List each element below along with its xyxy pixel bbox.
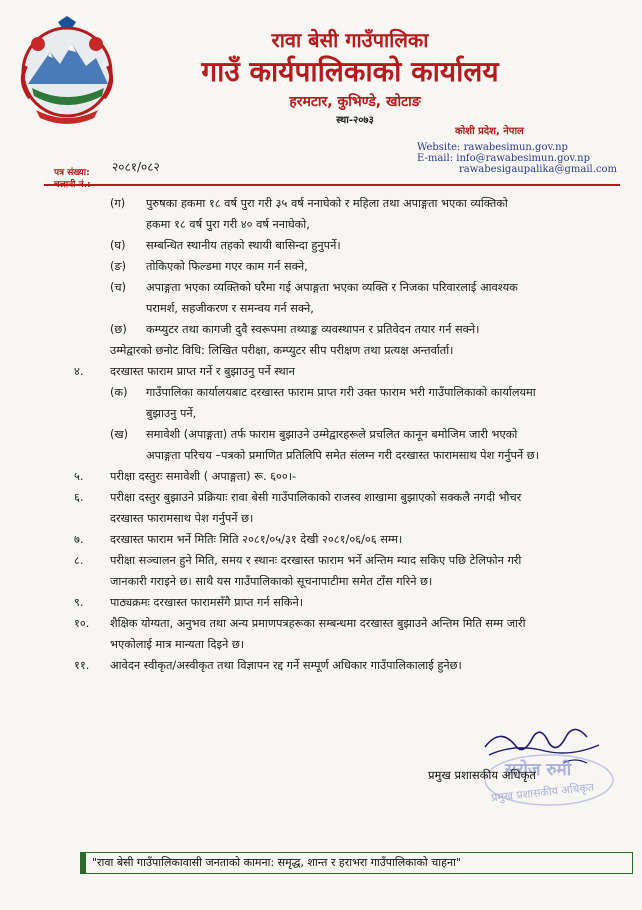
letter-number-value: २०८१/०८२: [112, 160, 160, 174]
item-marker: (घ): [110, 239, 126, 252]
notice-item: [0, 592, 642, 613]
item-marker: (छ): [110, 323, 127, 336]
item-continuation: दरखास्त फारामसाथ पेश गर्नुपर्ने छ।: [110, 512, 254, 525]
item-text: पाठ्यक्रमः दरखास्त फारामसँगै प्राप्त गर्न सकिने।: [110, 596, 304, 609]
item-text: सम्बन्धित स्थानीय तहको स्थायी बासिन्दा हुनुपर्ने।: [146, 239, 341, 252]
office-name: गाउँ कार्यपालिकाको कार्यालय: [201, 55, 499, 88]
notice-body: [0, 193, 642, 676]
stamp-name: सरोज रुमी: [505, 760, 572, 780]
notice-item: [0, 529, 642, 550]
office-address: हरमटार, कुभिण्डे, खोटाङ: [289, 94, 421, 110]
item-marker: (क): [110, 386, 128, 399]
item-continuation: परामर्श, सहजीकरण र समन्वय गर्न सक्ने,: [146, 302, 314, 315]
item-continuation: हकमा १८ वर्ष पुरा गरी ४० वर्ष ननाघेको,: [146, 218, 310, 231]
notice-item: [0, 382, 642, 424]
item-text: परीक्षा दस्तुरः समावेशी ( अपाङ्गता) रू. ६००।-: [110, 470, 297, 483]
item-text: समावेशी (अपाङ्गता) तर्फ फाराम बुझाउने उम्मेद्वारहरूले प्रचलित कानून बमोजिम जारी भएको: [146, 428, 518, 441]
notice-item: [0, 487, 642, 529]
website-link[interactable]: Website: rawabesimun.gov.np: [417, 142, 568, 153]
item-marker: ६.: [74, 491, 84, 504]
notice-item: [0, 235, 642, 256]
item-text: परीक्षा दस्तुर बुझाउने प्रक्रियाः रावा बेसी गाउँपालिकाको राजस्व शाखामा बुझाएको सक्कलै नगदी भौचर: [110, 491, 522, 504]
item-marker: ४.: [74, 365, 84, 378]
email-link[interactable]: E-mail: info@rawabesimun.gov.np: [417, 153, 590, 164]
province-label: कोशी प्रदेश, नेपाल: [455, 126, 524, 137]
notice-item: [0, 319, 642, 340]
item-continuation: बुझाउनु पर्ने,: [146, 407, 197, 420]
item-marker: (च): [110, 281, 126, 294]
notice-item: [0, 550, 642, 592]
email-link-secondary[interactable]: rawabesigaupalika@gmail.com: [459, 164, 618, 175]
officer-title: प्रमुख प्रशासकीय अधिकृत: [428, 768, 536, 782]
item-marker: ८.: [74, 554, 84, 567]
item-marker: (ख): [110, 428, 129, 441]
item-continuation: जानकारी गराइने छ। साथै यस गाउँपालिकाको सूचनापाटीमा समेत टाँस गरिने छ।: [110, 575, 433, 588]
notice-item: [0, 613, 642, 655]
notice-item: [0, 424, 642, 466]
footer-slogan: "रावा बेसी गाउँपालिकावासी जनताको कामना: समृद्ध, शान्त र हराभरा गाउँपालिकाको चाहना": [80, 852, 633, 874]
reference-labels: [54, 167, 91, 191]
item-text: दरखास्त फाराम प्राप्त गर्ने र बुझाउनु पर्ने स्थान: [110, 365, 295, 378]
notice-text: उम्मेद्वारको छनोट विधि: लिखित परीक्षा, कम्प्युटर सीप परीक्षण तथा प्रत्यक्ष अन्तर्वार्ता।: [110, 344, 454, 357]
letter-number-label: पत्र संख्या:: [54, 168, 90, 178]
item-continuation: अपाङ्गता परिचय –पत्रको प्रमाणित प्रतिलिपि समेत संलग्न गरी दरखास्त फारामसाथ पेश गर्नुपर्ने छ।: [146, 449, 539, 462]
item-text: आवेदन स्वीकृत/अस्वीकृत तथा विज्ञापन रद्द गर्ने सम्पूर्ण अधिकार गाउँपालिकालाई हुनेछ।: [110, 659, 462, 672]
item-text: गाउँपालिका कार्यालयबाट दरखास्त फाराम प्राप्त गरी उक्त फाराम भरी गाउँपालिकाको कार्यालयमा: [146, 386, 536, 399]
notice-item: [0, 277, 642, 319]
item-text: पुरुषका हकमा १८ वर्ष पुरा गरी ३५ वर्ष ननाघेको र महिला तथा अपाङ्गता भएका व्यक्तिको: [146, 197, 508, 210]
item-text: तोकिएको फिल्डमा गएर काम गर्न सक्ने,: [146, 260, 308, 273]
stamp-title: प्रमुख प्रशासकीय अधिकृत: [490, 780, 595, 805]
notice-item: [0, 466, 642, 487]
item-marker: (ग): [110, 197, 126, 210]
notice-item: [0, 340, 642, 361]
item-marker: (ङ): [110, 260, 127, 273]
notice-item: [0, 361, 642, 382]
item-text: शैक्षिक योग्यता, अनुभव तथा अन्य प्रमाणपत्रहरूका सम्बन्धमा दरखास्त बुझाउने अन्तिम मिति सम्म जारी: [110, 617, 526, 630]
item-text: दरखास्त फाराम भर्ने मितिः मिति २०८१/०५/३१ देखी २०८१/०६/०६ सम्म।: [110, 533, 403, 546]
item-continuation: भएकोलाई मात्र मान्यता दिइने छ।: [110, 638, 245, 651]
established-year: स्था-२०७३: [336, 115, 374, 126]
nepal-emblem-icon: [8, 14, 126, 126]
contact-block: [417, 142, 617, 175]
item-text: परीक्षा सञ्चालन हुने मिति, समय र स्थानः दरखास्त फाराम भर्ने अन्तिम म्याद सकिए पछि टेलिफोन गरी: [110, 554, 522, 567]
item-marker: ११.: [74, 659, 90, 672]
municipality-name: रावा बेसी गाउँपालिका: [271, 28, 429, 52]
item-marker: १०.: [74, 617, 90, 630]
notice-item: [0, 655, 642, 676]
notice-item: [0, 256, 642, 277]
item-marker: ५.: [74, 470, 84, 483]
item-text: कम्प्युटर तथा कागजी दुवै स्वरूपमा तथ्याङ्क व्यवस्थापन र प्रतिवेदन तयार गर्न सक्ने।: [146, 323, 480, 336]
item-marker: ९.: [74, 596, 84, 609]
header-divider: [44, 184, 620, 186]
notice-item: [0, 193, 642, 235]
item-marker: ७.: [74, 533, 84, 546]
item-text: अपाङ्गता भएका व्यक्तिको घरैमा गई अपाङ्गता भएका व्यक्ति र निजका परिवारलाई आवश्यक: [146, 281, 518, 294]
